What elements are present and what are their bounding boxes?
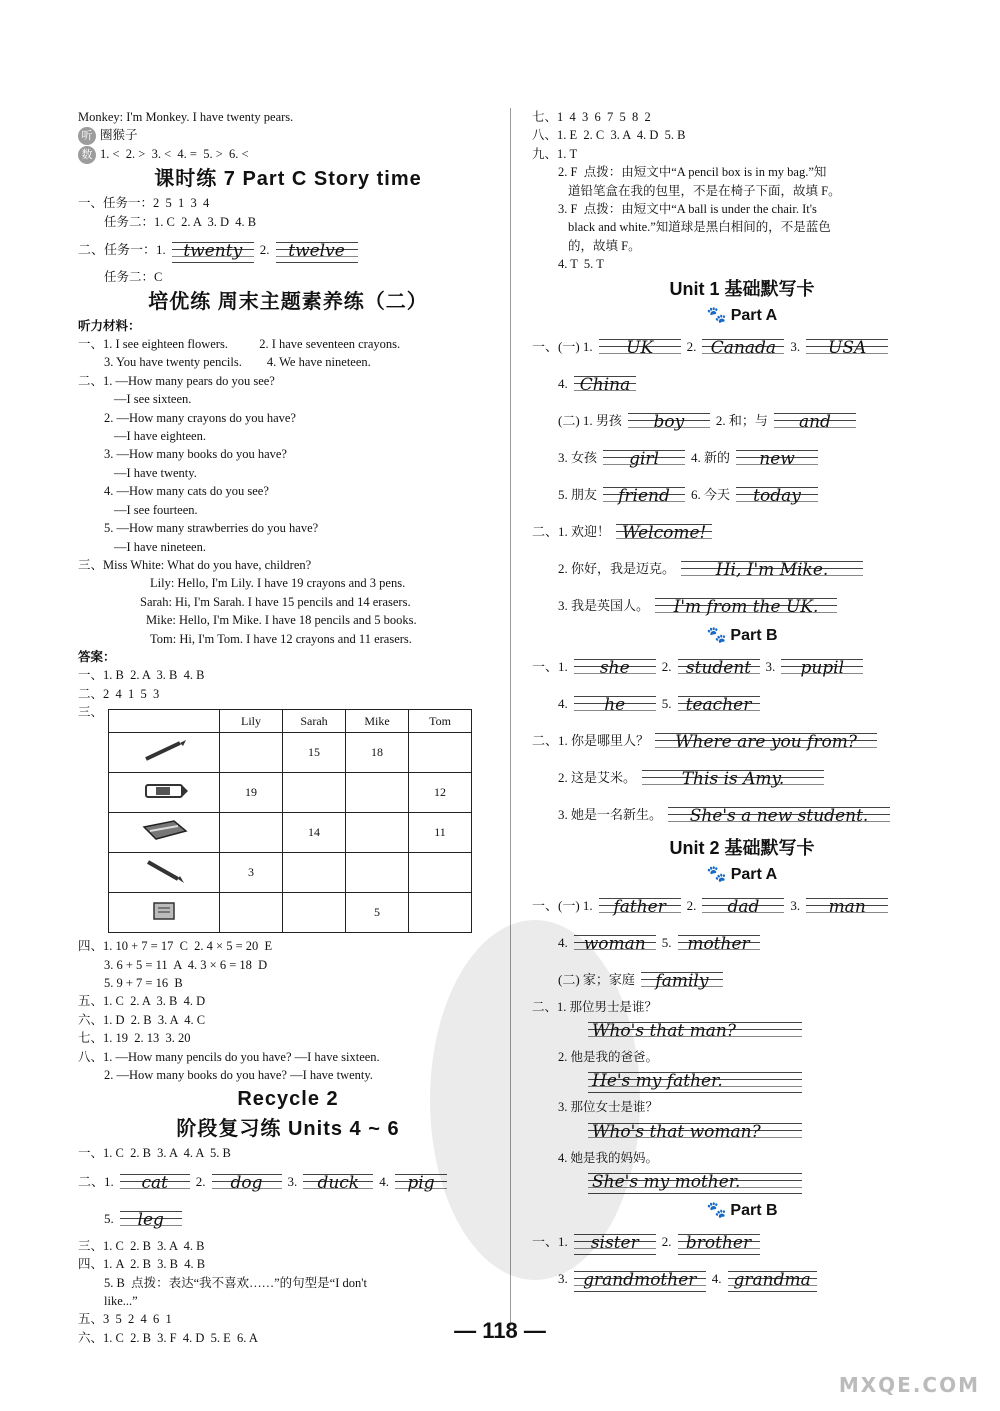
handwritten-answer: today	[736, 485, 818, 507]
answer-line: Monkey: I'm Monkey. I have twenty pears.	[78, 110, 294, 124]
handwritten-answer: brother	[678, 1232, 760, 1254]
answer-table	[108, 709, 472, 933]
part-heading: 🐾 Part B	[706, 1202, 778, 1220]
handwritten-answer: woman	[574, 933, 656, 955]
number-badge-icon: 数	[78, 146, 96, 164]
answer-line: 七、1 4 3 6 7 5 8 2	[532, 110, 651, 124]
handwritten-answer: teacher	[678, 694, 760, 716]
handwritten-answer: grandma	[728, 1269, 817, 1291]
pencil-icon	[109, 733, 220, 773]
handwriting-row: 4. he 5. teacher	[532, 685, 952, 722]
handwriting-row: (二) 家；家庭 family	[532, 961, 952, 998]
answer-line: 的，故填 F。	[568, 238, 641, 253]
unit-title: Unit 1 基础默写卡	[669, 278, 815, 299]
answer-line: 九、1. T	[532, 146, 578, 161]
listen-badge-icon: 听	[78, 127, 96, 145]
table-corner	[109, 710, 220, 733]
listening-label: 听力材料：	[78, 318, 141, 333]
answer-line: 数 1. < 2. > 3. < 4. = 5. > 6. <	[78, 145, 498, 164]
listening-line: Mike: Hello, I'm Mike. I have 18 pencils and 5 books.	[146, 613, 417, 628]
handwritten-answer: dad	[702, 896, 784, 918]
table-header: Tom	[409, 710, 472, 733]
paw-icon: 🐾	[706, 1202, 727, 1220]
answer-line: 5. 9 + 7 = 16 B	[104, 975, 183, 990]
table-cell: 12	[409, 773, 472, 813]
handwriting-row: 2. 这是艾米。 This is Amy.	[532, 759, 952, 796]
table-row	[109, 853, 472, 893]
table-header: Mike	[346, 710, 409, 733]
table-cell	[409, 893, 472, 933]
part-heading: 🐾 Part B	[706, 626, 778, 644]
answer-line: 3. 6 + 5 = 11 A 4. 3 × 6 = 18 D	[104, 957, 268, 972]
handwriting-row: 3. 我是英国人。 I'm from the UK.	[532, 587, 952, 624]
handwritten-answer: Who's that man?	[588, 1020, 802, 1042]
listening-line: 2. —How many crayons do you have?	[104, 410, 296, 425]
handwritten-answer: dog	[212, 1172, 282, 1194]
table-header: Sarah	[283, 710, 346, 733]
handwritten-answer: girl	[603, 448, 685, 470]
handwritten-answer: sister	[574, 1232, 656, 1254]
answer-line: 2. —How many books do you have? —I have twenty.	[104, 1068, 373, 1082]
handwriting-row: 3. grandmother 4. grandma	[532, 1260, 952, 1297]
handwritten-answer: twelve	[276, 240, 358, 262]
listening-line: 一、1. I see eighteen flowers. 2. I have seventeen crayons.	[78, 337, 401, 352]
table-cell	[346, 773, 409, 813]
table-cell	[346, 853, 409, 893]
handwritten-answer: pig	[395, 1172, 447, 1194]
handwriting-row: 一、(一) 1. father 2. dad 3. man	[532, 887, 952, 924]
table-cell: 14	[283, 813, 346, 853]
answer-line: 四、1. A 2. B 3. B 4. B	[78, 1257, 206, 1272]
watermark-logo: MXQE.COM	[838, 1373, 980, 1397]
handwritten-answer: Hi, I'm Mike.	[681, 559, 863, 581]
section-title: Recycle 2	[237, 1088, 339, 1111]
handwritten-answer: USA	[806, 337, 888, 359]
handwriting-row: 5. leg	[78, 1200, 498, 1237]
left-column	[78, 108, 498, 1347]
handwritten-answer: Welcome!	[616, 522, 712, 544]
handwritten-answer: mother	[678, 933, 760, 955]
handwriting-row: 2. 你好，我是迈克。 Hi, I'm Mike.	[532, 550, 952, 587]
listening-line: —I have nineteen.	[114, 539, 206, 554]
unit-title: Unit 2 基础默写卡	[669, 837, 815, 858]
handwritten-answer: I'm from the UK.	[655, 596, 837, 618]
answer-line: 一、1. C 2. B 3. A 4. A 5. B	[78, 1146, 231, 1161]
listening-line: 三、Miss White: What do you have, children?	[78, 557, 312, 572]
handwritten-answer: friend	[603, 485, 685, 507]
paw-icon: 🐾	[706, 865, 727, 883]
handwritten-answer: leg	[120, 1209, 182, 1231]
handwritten-answer: student	[678, 657, 760, 679]
section-title: 培优练 周末主题素养练（二）	[148, 290, 428, 313]
handwritten-answer: and	[774, 411, 856, 433]
handwritten-answer: man	[806, 896, 888, 918]
listening-line: Tom: Hi, I'm Tom. I have 12 crayons and 11 erasers.	[150, 631, 412, 646]
table-cell: 18	[346, 733, 409, 773]
eraser-icon	[109, 813, 220, 853]
listening-line: —I have eighteen.	[114, 429, 206, 444]
table-cell: 15	[283, 733, 346, 773]
paw-icon: 🐾	[706, 626, 727, 644]
table-row	[109, 773, 472, 813]
table-cell	[409, 733, 472, 773]
handwritten-answer: She's my mother.	[588, 1171, 802, 1193]
section-title: 阶段复习练 Units 4 ~ 6	[176, 1118, 400, 1141]
section-title: 课时练 7 Part C Story time	[154, 168, 422, 191]
answer-line: 5. B 点拨：表达“我不喜欢……”的句型是“I don't	[104, 1275, 367, 1290]
handwriting-row: 5. 朋友 friend 6. 今天 today	[532, 476, 952, 513]
answer-line: 4. T 5. T	[558, 257, 604, 272]
answer-line: like...”	[104, 1294, 138, 1309]
part-heading: 🐾 Part A	[706, 865, 778, 883]
answer-line: 任务二：C	[104, 270, 163, 285]
answer-line: 四、1. 10 + 7 = 17 C 2. 4 × 5 = 20 E	[78, 939, 273, 954]
listening-line: 5. —How many strawberries do you have?	[104, 521, 319, 536]
answer-line: black and white.”知道球是黑白相间的，不是蓝色	[568, 220, 831, 235]
listening-line: 二、1. —How many pears do you see?	[78, 373, 275, 388]
question-line: 4. 她是我的妈妈。	[558, 1150, 659, 1165]
question-line: 二、1. 那位男士是谁？	[532, 999, 658, 1014]
answer-line: 3. F 点拨：由短文中“A ball is under the chair. It's	[558, 202, 817, 217]
pen-icon	[109, 853, 220, 893]
listening-line: —I have twenty.	[114, 465, 197, 480]
table-row	[109, 733, 472, 773]
table-cell	[346, 813, 409, 853]
handwriting-row: 二、1. 欢迎！ Welcome!	[532, 513, 952, 550]
handwritten-answer: twenty	[172, 240, 254, 262]
question-line: 2. 他是我的爸爸。	[558, 1050, 659, 1065]
handwritten-answer: Who's that woman?	[588, 1121, 802, 1143]
answer-line: 七、1. 19 2. 13 3. 20	[78, 1031, 191, 1046]
part-heading: 🐾 Part A	[706, 306, 778, 324]
listening-line: 4. —How many cats do you see?	[104, 484, 269, 499]
answer-line: 一、任务一：2 5 1 3 4	[78, 196, 210, 211]
listening-line: Lily: Hello, I'm Lily. I have 19 crayons and 3 pens.	[150, 576, 406, 591]
table-row	[109, 893, 472, 933]
handwriting-row: (二) 1. 男孩 boy 2. 和；与 and	[532, 402, 952, 439]
handwritten-answer: duck	[303, 1172, 373, 1194]
handwritten-answer: Canada	[702, 337, 784, 359]
handwriting-row: 二、1. 你是哪里人？ Where are you from?	[532, 722, 952, 759]
answer-line: 八、1. —How many pencils do you have? —I have sixteen.	[78, 1049, 380, 1064]
question-line: 3. 那位女士是谁？	[558, 1100, 659, 1115]
table-cell	[409, 853, 472, 893]
watermark-seal	[430, 920, 640, 1280]
answer-line: 五、3 5 2 4 6 1	[78, 1312, 172, 1327]
handwriting-row: 3. 她是一名新生。 She's a new student.	[532, 796, 952, 833]
handwritten-answer: He's my father.	[588, 1070, 802, 1092]
listening-line: —I see sixteen.	[114, 392, 192, 407]
handwriting-row: 二、任务一：1. twenty 2. twelve	[78, 231, 498, 268]
handwriting-row: 一、(一) 1. UK 2. Canada 3. USA	[532, 328, 952, 365]
answers-label: 答案：	[78, 649, 116, 664]
handwriting-row: 4. woman 5. mother	[532, 924, 952, 961]
table-header: Lily	[220, 710, 283, 733]
handwritten-answer: China	[574, 374, 636, 396]
table-cell: 5	[346, 893, 409, 933]
answer-line: 2. F 点拨：由短文中“A pencil box is in my bag.”知	[558, 165, 827, 180]
handwritten-answer: She's a new student.	[668, 805, 890, 827]
answer-line: 一、1. B 2. A 3. B 4. B	[78, 668, 205, 683]
answer-line: 三、1. C 2. B 3. A 4. B	[78, 1238, 205, 1253]
answer-line: 二、2 4 1 5 3	[78, 686, 160, 701]
handwritten-answer: new	[736, 448, 818, 470]
handwriting-row: 4. China	[532, 365, 952, 402]
handwritten-answer: family	[641, 970, 723, 992]
answer-line: 听 圈猴子	[78, 126, 498, 145]
answer-line: 八、1. E 2. C 3. A 4. D 5. B	[532, 128, 686, 143]
listening-line: Sarah: Hi, I'm Sarah. I have 15 pencils and 14 erasers.	[140, 594, 411, 609]
table-row	[109, 813, 472, 853]
table-cell	[220, 733, 283, 773]
table-cell: 11	[409, 813, 472, 853]
handwritten-answer: father	[599, 896, 681, 918]
book-icon	[109, 893, 220, 933]
handwritten-answer: This is Amy.	[642, 768, 824, 790]
handwritten-answer: she	[574, 657, 656, 679]
crayon-icon	[109, 773, 220, 813]
handwritten-answer: cat	[120, 1172, 190, 1194]
answer-line: 道铅笔盒在我的包里，不是在椅子下面，故填 F。	[568, 183, 841, 198]
answer-line: 五、1. C 2. A 3. B 4. D	[78, 994, 206, 1009]
handwritten-answer: pupil	[781, 657, 863, 679]
handwritten-answer: he	[574, 694, 656, 716]
listening-line: —I see fourteen.	[114, 502, 198, 517]
listening-line: 3. You have twenty pencils. 4. We have nineteen.	[104, 355, 371, 370]
table-cell	[283, 773, 346, 813]
page-number: — 118 —	[454, 1318, 546, 1343]
table-cell: 3	[220, 853, 283, 893]
answer-line: 六、1. D 2. B 3. A 4. C	[78, 1012, 206, 1027]
handwriting-row: 二、1. cat 2. dog 3. duck 4. pig	[78, 1163, 498, 1200]
listening-line: 3. —How many books do you have?	[104, 447, 287, 462]
table-cell	[220, 813, 283, 853]
handwriting-row: 一、1. sister 2. brother	[532, 1223, 952, 1260]
handwritten-answer: Where are you from?	[655, 731, 877, 753]
table-cell	[283, 893, 346, 933]
handwritten-answer: grandmother	[574, 1269, 706, 1291]
paw-icon: 🐾	[706, 306, 727, 324]
handwritten-answer: boy	[628, 411, 710, 433]
table-cell: 19	[220, 773, 283, 813]
table-cell	[283, 853, 346, 893]
table-cell	[220, 893, 283, 933]
handwriting-row: 3. 女孩 girl 4. 新的 new	[532, 439, 952, 476]
answer-line: 三、	[78, 705, 104, 720]
answer-line: 六、1. C 2. B 3. F 4. D 5. E 6. A	[78, 1330, 258, 1345]
handwriting-row: 一、1. she 2. student 3. pupil	[532, 648, 952, 685]
handwritten-answer: UK	[599, 337, 681, 359]
answer-line: 任务二：1. C 2. A 3. D 4. B	[104, 214, 257, 229]
